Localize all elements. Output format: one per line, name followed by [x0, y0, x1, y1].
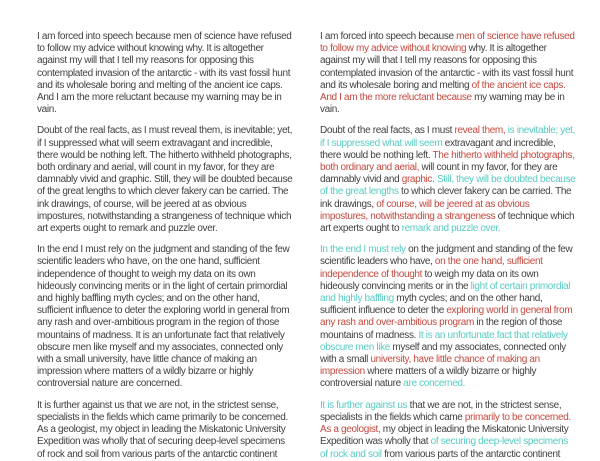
- text-segment-default: my warning may be in vain.: [320, 92, 565, 116]
- text-segment-default: will count in my favor, for they are damnably vivid and: [320, 162, 558, 186]
- text-segment-default: from various parts of the antarctic continent: [384, 448, 561, 460]
- text-segment-red: reveal them,: [454, 125, 508, 137]
- text-segment-teal: Still, they will be doubted because of the great lengths: [320, 174, 576, 198]
- text-segment-teal: It is an unfortunate fact that relatively obscure men like: [320, 329, 568, 353]
- text-segment-red: of course, will be jeered at as obvious impostures, notwithstanding a strangeness: [320, 198, 530, 222]
- text-segment-default: on the judgment and standing of the few scientific leaders who have,: [320, 244, 573, 268]
- annotated-paragraph: [320, 400, 576, 461]
- text-segment-red: graphic.: [401, 174, 437, 186]
- text-segment-default: why. It is altogether against my will that I tell my reasons for opposing this contemplated invasion of the antarctic - with its vast fossil hunt and its wholesale boring and melting: [320, 43, 574, 91]
- paragraph: Doubt of the real facts, as I must reveal them, is inevitable; yet, if I suppressed what will seem extravagant and incredible, there would be nothing left. The hitherto withheld photographs, both ordinary and aerial, will count in my favor, for they are damnably vivid and graphic. Still, they will be doubted because of the great lengths to which clever fakery can be carried. The ink drawings, of course, will be jeered at as obvious impostures, notwithstanding a strangeness of technique which art experts ought to remark and puzzle over.: [37, 125, 293, 235]
- annotated-paragraph: [320, 31, 576, 116]
- text-segment-red: primarily to be concerned. As a geologist,: [320, 411, 571, 436]
- text-segment-teal: are concerned.: [403, 378, 466, 390]
- text-segment-teal: In the end I must rely: [320, 244, 409, 256]
- highlighted-text-column: [320, 31, 576, 460]
- text-segment-default: myth cycles; and on the other hand, sufficient influence to deter the: [320, 293, 543, 317]
- paragraph: I am forced into speech because men of science have refused to follow my advice without knowing why. It is altogether against my will that I tell my reasons for opposing this contemplated invasion of the antarctic - with its vast fossil hunt and its wholesale boring and melting of the ancient ice caps. And I am the more reluctant because my warning may be in vain.: [37, 31, 292, 116]
- paragraph: In the end I must rely on the judgment and standing of the few scientific leaders who have, on the one hand, sufficient independence of thought to weigh my data on its own hideously convincing merits or in the light of certain primordial and highly baffling myth cycles; and on the other hand, sufficient influence to deter the exploring world in general from any rash and over-ambitious program in the region of those mountains of madness. It is an unfortunate fact that relatively obscure men like myself and my associates, connected only with a small university, have little chance of making an impression where matters of a wildly bizarre or highly controversial nature are concerned.: [37, 244, 290, 390]
- text-segment-default: of technique which art experts ought to: [320, 210, 575, 235]
- text-segment-default: I am forced into speech because: [320, 31, 457, 42]
- text-segment-teal: light of certain primordial and highly baffling: [320, 280, 571, 305]
- annotated-paragraph: [320, 125, 576, 235]
- text-segment-default: myself and my associates, connected only with a small: [320, 341, 566, 366]
- text-segment-red: of the ancient ice caps. And I am the more reluctant because: [320, 79, 566, 104]
- text-segment-default: to weigh my data on its own hideously convincing merits or in the: [320, 268, 539, 292]
- text-segment-default: my object in leading the Miskatonic University Expedition was wholly that: [320, 424, 569, 448]
- text-segment-teal: It is further against us: [320, 399, 410, 411]
- text-segment-teal: of securing deep-level specimens of rock and soil: [320, 436, 568, 460]
- text-segment-red: men of science have refused to follow my advice without knowing: [320, 31, 575, 55]
- paragraph: It is further against us that we are not, in the strictest sense, specialists in the fields which came primarily to be concerned. As a geologist, my object in leading the Miskatonic University Expedition was wholly that of securing deep-level specimens of rock and soil from various parts of the antarctic continent: [37, 399, 288, 460]
- text-segment-default: in the region of those mountains of madness.: [320, 317, 563, 341]
- text-segment-teal: remark and puzzle over.: [401, 223, 501, 235]
- plain-text-column: [37, 31, 293, 460]
- text-segment-red: The hitherto withheld photographs, both ordinary and aerial,: [320, 149, 575, 174]
- text-segment-red: exploring world in general from any rash and over-ambitious program: [320, 305, 573, 329]
- text-segment-default: where matters of a wildly bizarre or highly controversial nature: [320, 366, 537, 390]
- text-segment-default: that we are not, in the strictest sense, specialists in the fields which came: [320, 399, 562, 423]
- text-segment-teal: is inevitable; yet, if I suppressed what will seem: [320, 125, 576, 149]
- text-segment-default: extravagant and incredible, there would be nothing left.: [320, 137, 556, 161]
- text-segment-red: university, have little chance of making an impression: [320, 354, 540, 378]
- text-segment-default: Doubt of the real facts, as I must: [320, 125, 455, 137]
- text-segment-default: to which clever fakery can be carried. The ink drawings,: [320, 186, 572, 210]
- annotated-paragraph: [320, 244, 576, 390]
- text-segment-red: on the one hand, sufficient independence of thought: [320, 256, 543, 280]
